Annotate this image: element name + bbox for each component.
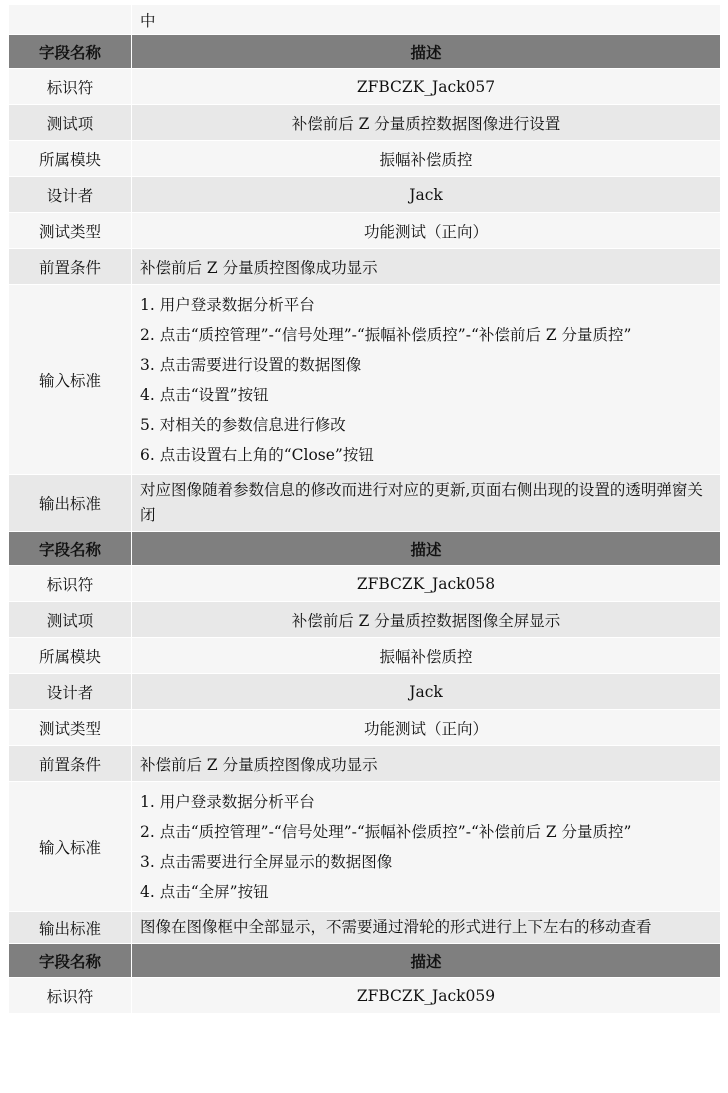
label-designer: 设计者 xyxy=(9,177,132,213)
label-precondition: 前置条件 xyxy=(9,249,132,285)
label-identifier: 标识符 xyxy=(9,69,132,105)
label-input: 输入标准 xyxy=(9,285,132,475)
step-item: 1. 用户登录数据分析平台 xyxy=(140,793,315,811)
test-type-value: 功能测试（正向） xyxy=(132,710,721,746)
table-row xyxy=(9,69,721,105)
step-item: 6. 点击设置右上角的“Close”按钮 xyxy=(140,446,374,464)
label-test-item: 测试项 xyxy=(9,105,132,141)
designer-value: Jack xyxy=(132,674,721,710)
header-field-name: 字段名称 xyxy=(9,532,132,566)
step-item: 4. 点击“设置”按钮 xyxy=(140,386,269,404)
label-output: 输出标准 xyxy=(9,475,132,532)
label-precondition: 前置条件 xyxy=(9,746,132,782)
test-type-value: 功能测试（正向） xyxy=(132,213,721,249)
table-header-row xyxy=(9,532,721,566)
continued-text: 中 xyxy=(132,5,721,35)
table-row xyxy=(9,912,721,944)
module-value: 振幅补偿质控 xyxy=(132,141,721,177)
label-output: 输出标准 xyxy=(9,912,132,944)
label-test-item: 测试项 xyxy=(9,602,132,638)
table-row xyxy=(9,638,721,674)
step-item: 3. 点击需要进行全屏显示的数据图像 xyxy=(140,853,393,871)
input-steps xyxy=(132,285,721,475)
module-value: 振幅补偿质控 xyxy=(132,638,721,674)
designer-value: Jack xyxy=(132,177,721,213)
step-item: 1. 用户登录数据分析平台 xyxy=(140,296,315,314)
header-description: 描述 xyxy=(132,944,721,978)
table-row xyxy=(9,746,721,782)
table-row xyxy=(9,285,721,475)
step-item: 3. 点击需要进行设置的数据图像 xyxy=(140,356,362,374)
identifier-value: ZFBCZK_Jack059 xyxy=(132,978,721,1014)
test-item-value: 补偿前后 Z 分量质控数据图像全屏显示 xyxy=(132,602,721,638)
identifier-value: ZFBCZK_Jack058 xyxy=(132,566,721,602)
output-value: 对应图像随着参数信息的修改而进行对应的更新,页面右侧出现的设置的透明弹窗关闭 xyxy=(132,475,721,532)
header-description: 描述 xyxy=(132,35,721,69)
table-row xyxy=(9,475,721,532)
precondition-value: 补偿前后 Z 分量质控图像成功显示 xyxy=(132,746,721,782)
step-item: 2. 点击“质控管理”-“信号处理”-“振幅补偿质控”-“补偿前后 Z 分量质控” xyxy=(140,823,632,841)
test-case-document xyxy=(8,4,720,1014)
table-header-row xyxy=(9,35,721,69)
table-row xyxy=(9,602,721,638)
table-row xyxy=(9,674,721,710)
label-input: 输入标准 xyxy=(9,782,132,912)
test-case-table xyxy=(8,4,721,1014)
table-row xyxy=(9,710,721,746)
label-designer: 设计者 xyxy=(9,674,132,710)
table-row xyxy=(9,978,721,1014)
table-row xyxy=(9,105,721,141)
label-module: 所属模块 xyxy=(9,141,132,177)
test-item-value: 补偿前后 Z 分量质控数据图像进行设置 xyxy=(132,105,721,141)
table-row xyxy=(9,566,721,602)
input-steps xyxy=(132,782,721,912)
identifier-value: ZFBCZK_Jack057 xyxy=(132,69,721,105)
step-item: 4. 点击“全屏”按钮 xyxy=(140,883,269,901)
table-row xyxy=(9,141,721,177)
table-row xyxy=(9,213,721,249)
precondition-value: 补偿前后 Z 分量质控图像成功显示 xyxy=(132,249,721,285)
table-header-row xyxy=(9,944,721,978)
label-module: 所属模块 xyxy=(9,638,132,674)
step-item: 2. 点击“质控管理”-“信号处理”-“振幅补偿质控”-“补偿前后 Z 分量质控” xyxy=(140,326,632,344)
label-test-type: 测试类型 xyxy=(9,213,132,249)
table-row xyxy=(9,782,721,912)
label-identifier: 标识符 xyxy=(9,978,132,1014)
table-row xyxy=(9,5,721,35)
output-value: 图像在图像框中全部显示，不需要通过滑轮的形式进行上下左右的移动查看 xyxy=(132,912,721,944)
label-test-type: 测试类型 xyxy=(9,710,132,746)
step-item: 5. 对相关的参数信息进行修改 xyxy=(140,416,346,434)
table-row xyxy=(9,249,721,285)
table-row xyxy=(9,177,721,213)
label-identifier: 标识符 xyxy=(9,566,132,602)
header-field-name: 字段名称 xyxy=(9,35,132,69)
header-field-name: 字段名称 xyxy=(9,944,132,978)
header-description: 描述 xyxy=(132,532,721,566)
